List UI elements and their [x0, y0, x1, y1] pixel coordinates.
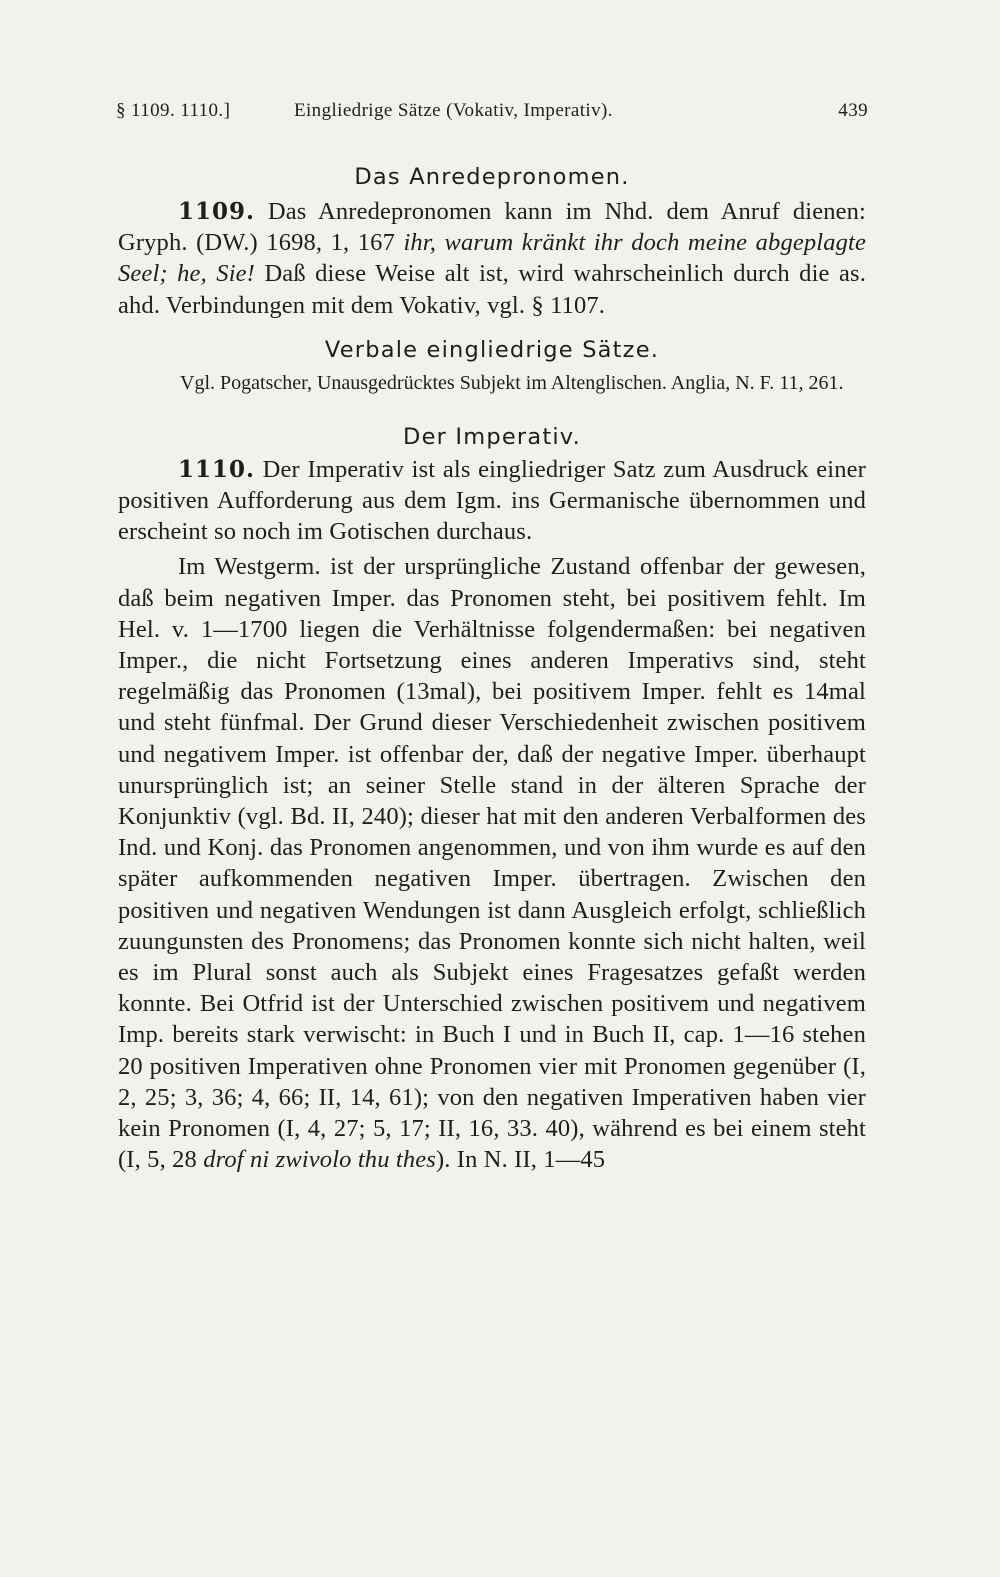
running-title: Eingliedrige Sätze (Vokativ, Imperativ). [294, 100, 613, 121]
paragraph-1109-quote: ihr, warum kränkt ihr doch meine abgeplagte Seel; he, Sie! [118, 229, 867, 288]
paragraph-1109 [118, 196, 866, 321]
literature-note: Vgl. Pogatscher, Unausgedrücktes Subjekt im Altenglischen. Anglia, N. F. 11, 261. [180, 371, 844, 394]
paragraph-westgerm-text-a: Im Westgerm. ist der ursprüngliche Zustand offenbar der gewesen, daß beim negativen Imper. das Pronomen steht, bei positivem fehlt. Im Hel. v. 1—1700 liegen die Verhältnisse folgendermaßen: bei negativen Imper., die nicht Fortsetzung eines anderen Imperativs sind, steht regelmäßig das Pronomen (13mal), bei positivem Imper. fehlt es 14mal und steht fünfmal. Der Grund dieser Verschiedenheit zwischen positivem und negativem Imper. ist offenbar der, daß der negative Imper. überhaupt unursprünglich ist; an seiner Stelle stand in der älteren Sprache der Konjunktiv (vgl. Bd. II, 240); dieser hat mit den anderen Verbalformen des Ind. und Konj. das Pronomen angenommen, und von ihm wurde es auf den später aufkommenden negativen Imper. übertragen. Zwischen den positiven und negativen Wendungen ist dann Ausgleich erfolgt, schließlich zuungunsten des Pronomens; das Pronomen konnte sich nicht halten, weil es im Plural sonst auch als Subjekt eines Fragesatzes gefaßt werden konnte. Bei Otfrid ist der Unterschied zwischen positivem und negativem Imp. bereits stark verwischt: in Buch I und in Buch II, cap. 1—16 stehen 20 positiven Imperativen ohne Pronomen vier mit Pronomen gegenüber (I, 2, 25; 3, 36; 4, 66; II, 14, 61); von den negativen Imperativen haben vier kein Pronomen (I, 4, 27; 5, 17; II, 16, 33. 40), während es bei einem steht (I, 5, 28 [118, 553, 866, 1174]
paragraph-westgerm-quote: drof ni zwivolo thu thes [203, 1146, 436, 1174]
heading-verbale-saetze: Verbale eingliedrige Sätze. [324, 336, 660, 363]
paragraph-number-1109: 1109. [178, 198, 256, 225]
paragraph-1109-text-b: Daß diese Weise alt ist, wird wahrscheinlich durch die as. ahd. Verbindungen mit dem Vokativ, vgl. § 1107. [118, 260, 866, 319]
heading-anredepronomen: Das Anredepronomen. [354, 164, 630, 190]
paragraph-westgerm-text-b: ). In N. II, 1—45 [435, 1146, 606, 1174]
paragraph-westgerm [118, 551, 866, 1175]
heading-imperativ: Der Imperativ. [403, 423, 581, 450]
page-number: 439 [838, 100, 868, 121]
paragraph-number-1110: 1110. [178, 455, 256, 483]
paragraph-1109-text-a: Das Anredepronomen kann im Nhd. dem Anruf dienen: Gryph. (DW.) 1698, 1, 167 [118, 198, 866, 257]
paragraph-1110-text: Der Imperativ ist als eingliedriger Satz zum Ausdruck einer positiven Aufforderung aus dem Igm. ins Germanische übernommen und erscheint so noch im Gotischen durchaus. [118, 455, 866, 546]
paragraph-1110 [118, 454, 866, 548]
section-reference: § 1109. 1110.] [116, 100, 231, 121]
body-text [118, 160, 866, 1175]
